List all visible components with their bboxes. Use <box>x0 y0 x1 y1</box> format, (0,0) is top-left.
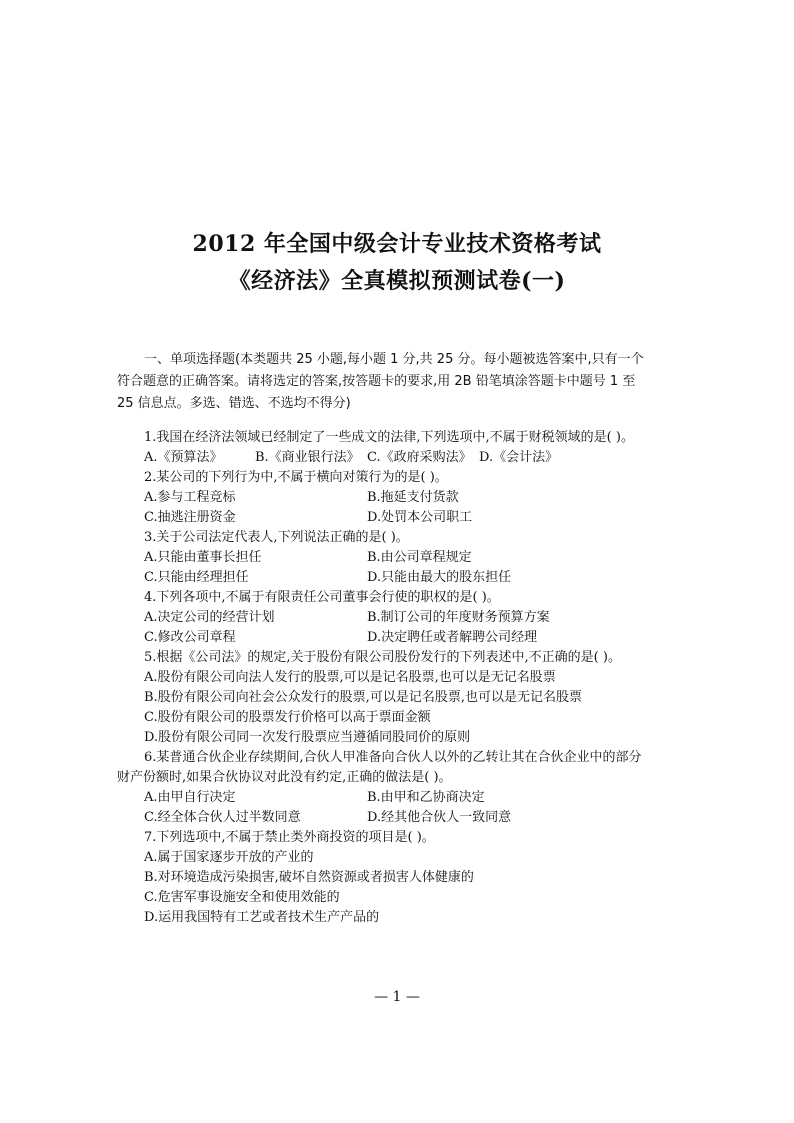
question-1: 1.我国在经济法领域已经制定了一些成文的法律,下列选项中,不属于财税领域的是( )。 <box>144 430 634 445</box>
option: B.由公司章程规定 <box>367 550 472 565</box>
exam-title: 2012 年全国中级会计专业技术资格考试 <box>192 231 602 257</box>
option: B.股份有限公司向社会公众发行的股票,可以是记名股票,也可以是无记名股票 <box>144 690 582 705</box>
question-3-options-row-1 <box>117 548 682 568</box>
option: D.处罚本公司职工 <box>367 510 473 525</box>
option: C.《政府采购法》 <box>367 450 472 465</box>
option: C.股份有限公司的股票发行价格可以高于票面金额 <box>144 710 431 725</box>
question-2: 2.某公司的下列行为中,不属于横向对策行为的是( )。 <box>144 470 448 485</box>
option: A.参与工程竞标 <box>144 490 236 505</box>
option: A.《预算法》 <box>144 450 223 465</box>
option: A.决定公司的经营计划 <box>144 610 275 625</box>
question-6-continued: 财产份额时,如果合伙协议对此没有约定,正确的做法是( )。 <box>117 770 452 785</box>
option: C.危害军事设施安全和使用效能的 <box>144 890 340 905</box>
page-number: — 1 — <box>374 989 420 1005</box>
question-2-options-row-2 <box>117 508 682 528</box>
option: D.经其他合伙人一致同意 <box>367 810 512 825</box>
question-4: 4.下列各项中,不属于有限责任公司董事会行使的职权的是( )。 <box>144 590 500 605</box>
question-6-options-row-2 <box>117 808 682 828</box>
question-6: 6.某普通合伙企业存续期间,合伙人甲准备向合伙人以外的乙转让其在合伙企业中的部分 <box>144 750 642 765</box>
option: D.只能由最大的股东担任 <box>367 570 512 585</box>
option: D.决定聘任或者解聘公司经理 <box>367 630 538 645</box>
question-5: 5.根据《公司法》的规定,关于股份有限公司股份发行的下列表述中,不正确的是( )。 <box>144 650 621 665</box>
question-1-options <box>117 448 682 468</box>
option: D.运用我国特有工艺或者技术生产产品的 <box>144 910 380 925</box>
question-3: 3.关于公司法定代表人,下列说法正确的是( )。 <box>144 530 409 545</box>
question-3-options-row-2 <box>117 568 682 588</box>
question-4-options-row-2 <box>117 628 682 648</box>
option: A.由甲自行决定 <box>144 790 236 805</box>
instructions-line-2: 符合题意的正确答案。请将选定的答案,按答题卡的要求,用 2B 铅笔填涂答题卡中题号 1 至 <box>117 374 636 389</box>
option: B.制订公司的年度财务预算方案 <box>367 610 550 625</box>
section-instructions <box>117 349 679 415</box>
exam-subtitle: 《经济法》全真模拟预测试卷(一) <box>228 268 566 294</box>
question-7: 7.下列选项中,不属于禁止类外商投资的项目是( )。 <box>144 830 435 845</box>
option: A.股份有限公司向法人发行的股票,可以是记名股票,也可以是无记名股票 <box>144 670 556 685</box>
option: C.抽逃注册资金 <box>144 510 236 525</box>
option: B.对环境造成污染损害,破坏自然资源或者损害人体健康的 <box>144 870 474 885</box>
option: A.只能由董事长担任 <box>144 550 262 565</box>
instructions-line-3: 25 信息点。多选、错选、不选均不得分) <box>117 396 351 411</box>
question-2-options-row-1 <box>117 488 682 508</box>
option: B.《商业银行法》 <box>255 450 360 465</box>
option: D.《会计法》 <box>479 450 559 465</box>
option: C.修改公司章程 <box>144 630 236 645</box>
option: C.只能由经理担任 <box>144 570 249 585</box>
question-4-options-row-1 <box>117 608 682 628</box>
question-list <box>117 428 682 928</box>
option: A.属于国家逐步开放的产业的 <box>144 850 314 865</box>
option: B.由甲和乙协商决定 <box>367 790 485 805</box>
option: D.股份有限公司同一次发行股票应当遵循同股同价的原则 <box>144 730 471 745</box>
instructions-line-1: 一、单项选择题(本类题共 25 小题,每小题 1 分,共 25 分。每小题被选答案中,只有一个 <box>144 352 644 367</box>
question-6-options-row-1 <box>117 788 682 808</box>
option: B.拖延支付货款 <box>367 490 459 505</box>
option: C.经全体合伙人过半数同意 <box>144 810 301 825</box>
